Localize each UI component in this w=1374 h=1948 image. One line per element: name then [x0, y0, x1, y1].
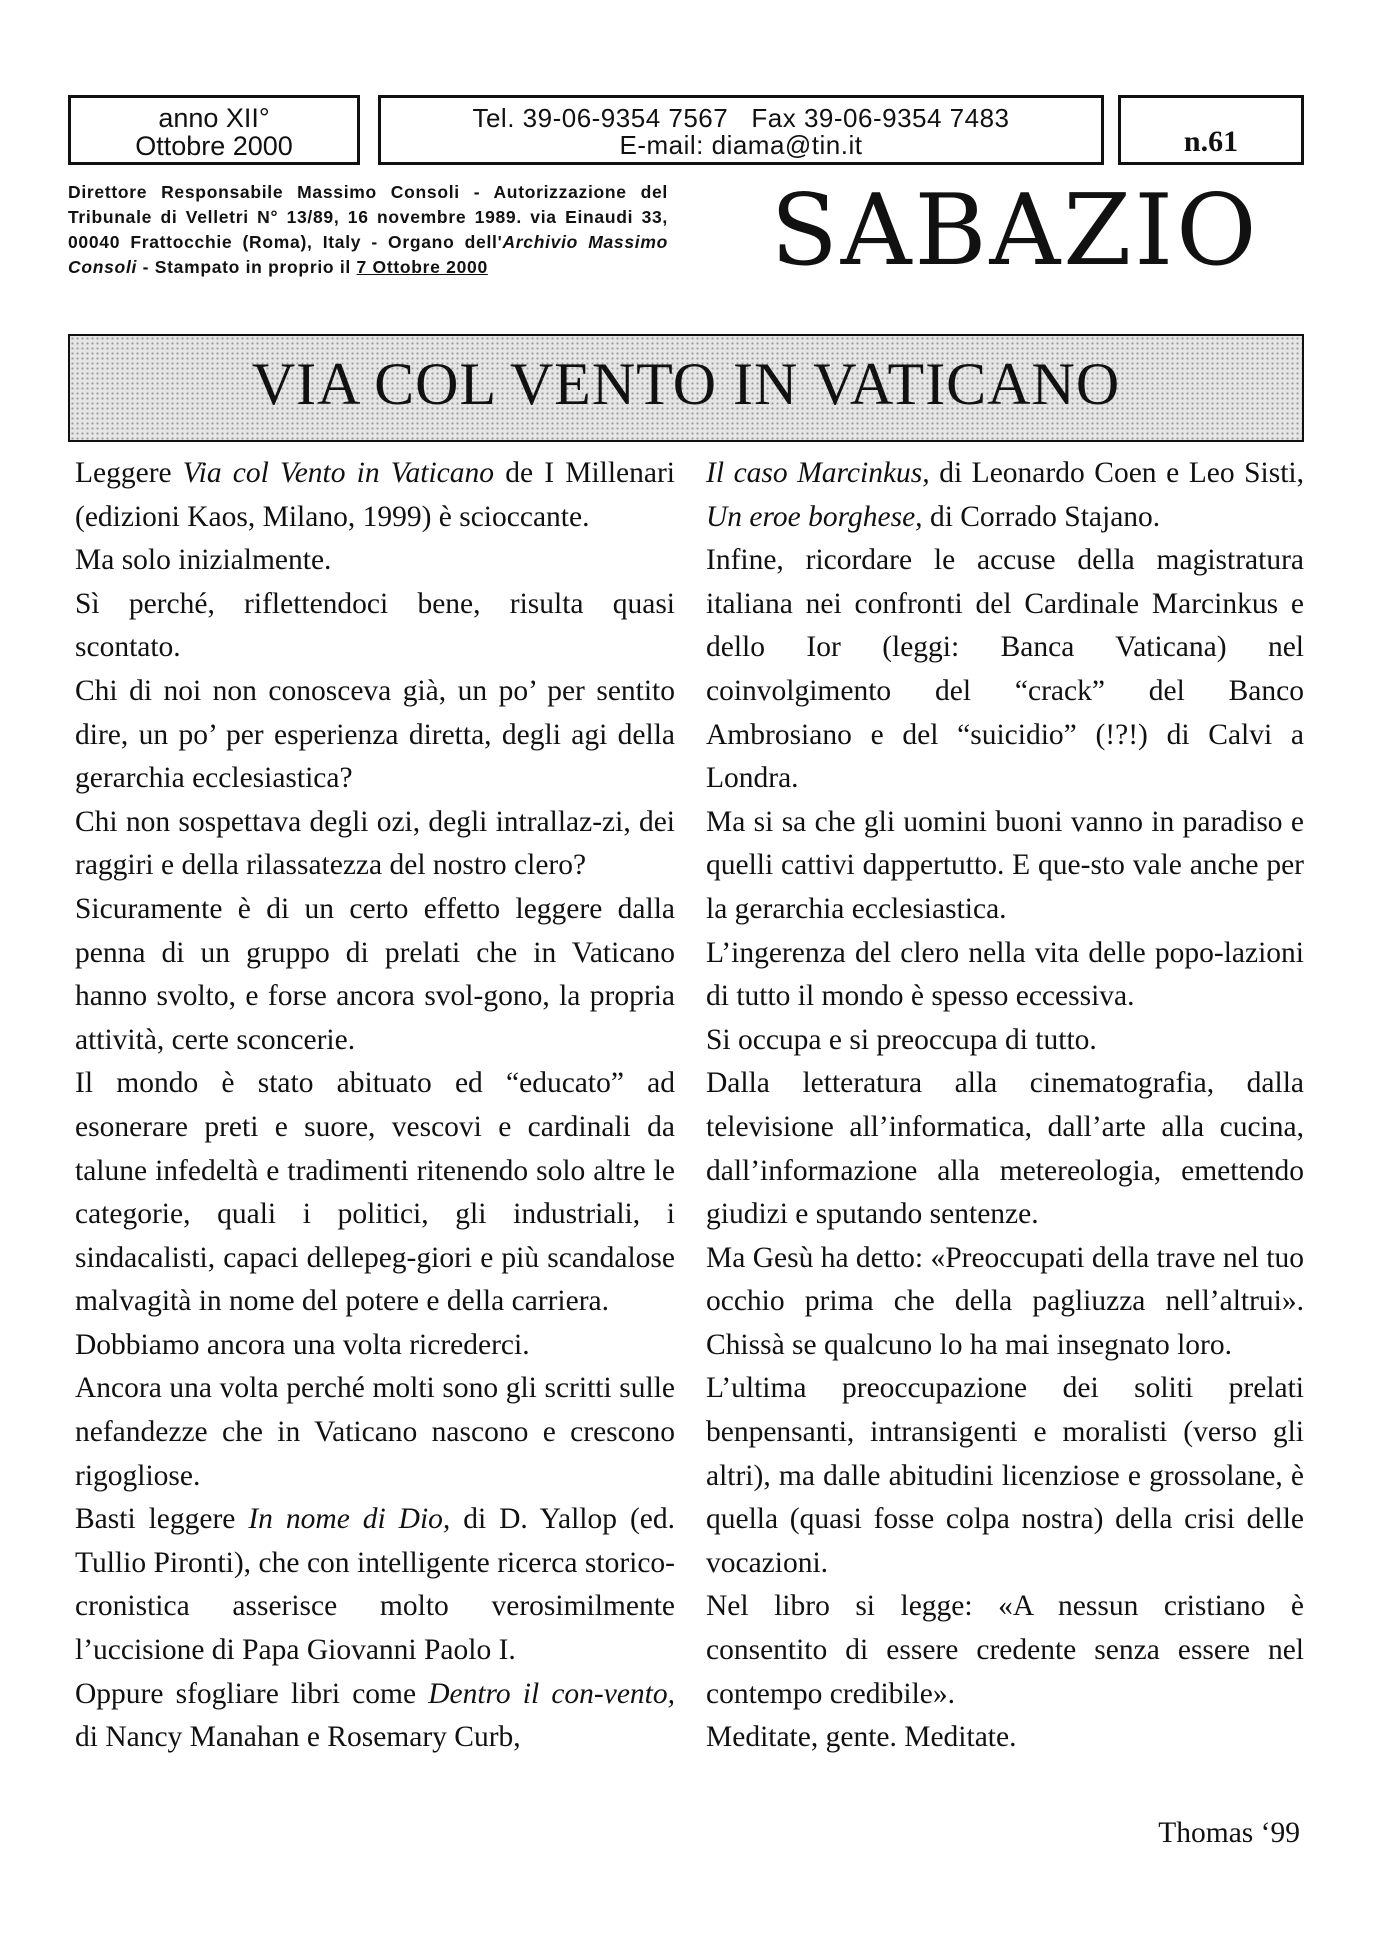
paragraph: [75, 1498, 675, 1672]
masthead-text: Direttore Responsabile Massimo Consoli - Autorizzazione del Tribunale di Velletri N° 13/89, 16 novembre 1989. via Einaudi 33, 00040 Frattocchie (Roma), Italy - Organo dell': [68, 182, 668, 252]
paragraph: Il mondo è stato abituato ed “educato” ad esonerare preti e suore, vescovi e cardinali da talune infedeltà e tradimenti ritenendo solo altre le categorie, quali i politici, gli industriali, i sindacalisti, capaci dellepeg-giori e più scandalose malvagità in nome del potere e della carriera.: [75, 1067, 675, 1318]
paragraph: Dobbiamo ancora una volta ricrederci.: [75, 1328, 530, 1361]
text: Basti leggere: [75, 1503, 249, 1536]
article-column-right: [706, 452, 1304, 1760]
masthead-print-date: 7 Ottobre 2000: [356, 257, 488, 277]
headline: VIA COL VENTO IN VATICANO: [251, 351, 1121, 417]
paragraph: Sicuramente è di un certo effetto leggere dalla penna di un gruppo di prelati che in Vaticano hanno svolto, e forse ancora svol-gono, la propria attività, certe sconcerie.: [75, 892, 675, 1056]
volume-date-box: [68, 95, 360, 165]
paragraph: Dalla letteratura alla cinematografia, dalla televisione all’informatica, dall’arte alla cucina, dall’informazione alla metereologia, emettendo giudizi e sputando sentenze.: [706, 1067, 1304, 1231]
book-title: Via col Vento in Vaticano: [182, 457, 495, 489]
paragraph: Ma Gesù ha detto: «Preoccupati della trave nel tuo occhio prima che della pagliuzza nell’altrui». Chissà se qualcuno lo ha mai insegnato loro.: [706, 1241, 1304, 1361]
article-column-left: [75, 452, 675, 1760]
masthead-text-2: - Stampato in proprio il: [137, 257, 357, 277]
text: di Nancy Manahan e Rosemary Curb,: [75, 1721, 521, 1754]
paragraph: Ma si sa che gli uomini buoni vanno in paradiso e quelli cattivi dappertutto. E que-sto vale anche per la gerarchia ecclesiastica.: [706, 805, 1304, 925]
text: Oppure sfogliare libri come: [75, 1677, 429, 1710]
paragraph: [706, 452, 1304, 539]
masthead-archive: Archivio Massimo Consoli: [68, 232, 668, 277]
contact-box: [378, 95, 1104, 165]
book-title: Un eroe borghese,: [706, 500, 923, 533]
book-title: Il caso Marcinkus,: [706, 457, 930, 489]
issue-number: n.61: [1183, 125, 1239, 158]
text: di Corrado Stajano.: [922, 500, 1161, 533]
paragraph: Sì perché, riflettendoci bene, risulta quasi scontato.: [75, 587, 675, 664]
paragraph: Chi non sospettava degli ozi, degli intrallaz-zi, dei raggiri e della rilassatezza del nostro clero?: [75, 805, 675, 882]
paragraph: [75, 452, 675, 539]
newspaper-logo: SABAZIO: [770, 174, 1260, 288]
text: di D. Yallop (ed. Tullio Pironti), che con intelligente ricerca storico-cronistica asserisce molto verosimilmente l’uccisione di Papa Giovanni Paolo I.: [75, 1503, 675, 1667]
masthead-info: [68, 180, 668, 280]
phone-fax: Tel. 39-06-9354 7567 Fax 39-06-9354 7483: [472, 103, 1010, 133]
text: Leggere: [75, 457, 183, 489]
paragraph: Ma solo inizialmente.: [75, 544, 332, 577]
issue-date: Ottobre 2000: [135, 131, 293, 162]
paragraph: Nel libro si legge: «A nessun cristiano è consentito di essere credente senza essere nel contempo credibile».: [706, 1590, 1304, 1710]
issue-number-box: [1118, 95, 1304, 165]
paragraph: Infine, ricordare le accuse della magistratura italiana nei confronti del Cardinale Marcinkus e dello Ior (leggi: Banca Vaticana) nel coinvolgimento del “crack” del Banco Ambrosiano e del “suicidio” (!?!) di Calvi a Londra.: [706, 544, 1304, 795]
volume-year: anno XII°: [158, 103, 270, 133]
paragraph: L’ingerenza del clero nella vita delle popo-lazioni di tutto il mondo è spesso eccessiva.: [706, 936, 1304, 1013]
email: E-mail: diama@tin.it: [619, 130, 863, 161]
paragraph: L’ultima preoccupazione dei soliti prelati benpensanti, intransigenti e moralisti (verso gli altri), ma dalle abitudini licenziose e grossolane, è quella (quasi fosse colpa nostra) della crisi delle vocazioni.: [706, 1372, 1304, 1579]
text: de I Millenari (edizioni Kaos, Milano, 1999) è scioccante.: [75, 457, 675, 533]
paragraph: Ancora una volta perché molti sono gli scritti sulle nefandezze che in Vaticano nascono e crescono rigogliose.: [75, 1372, 675, 1492]
paragraph: [75, 1673, 675, 1760]
paragraph: Meditate, gente. Meditate.: [706, 1721, 1017, 1754]
paragraph: Chi di noi non conosceva già, un po’ per sentito dire, un po’ per esperienza diretta, degli agi della gerarchia ecclesiastica?: [75, 674, 675, 795]
text: di Leonardo Coen e Leo Sisti,: [929, 457, 1304, 489]
book-title: Dentro il con-vento,: [428, 1677, 675, 1710]
author-signature: Thomas ‘99: [1158, 1817, 1300, 1849]
book-title: In nome di Dio,: [248, 1503, 451, 1536]
headline-banner: [68, 334, 1304, 442]
paragraph: Si occupa e si preoccupa di tutto.: [706, 1023, 1097, 1056]
